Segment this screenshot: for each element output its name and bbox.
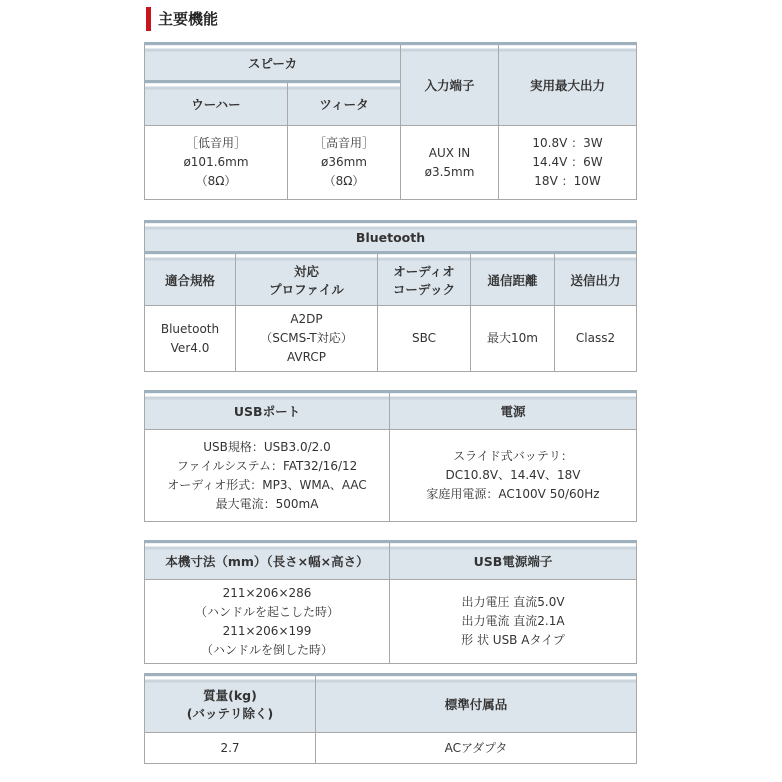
- tx-power-header: 送信出力: [555, 253, 637, 306]
- tweeter-header: ツィータ: [288, 82, 401, 126]
- power-header: 電源: [390, 392, 637, 430]
- woofer-cell: ［低音用］ ø101.6mm （8Ω）: [145, 126, 288, 200]
- weight-table: [144, 673, 637, 764]
- dimension-cell: 211×206×286 （ハンドルを起こした時） 211×206×199 （ハンドルを倒した時）: [145, 580, 390, 664]
- range-cell: 最大10m: [471, 306, 555, 372]
- output-cell: 10.8V ：3W 14.4V ：6W 18V ：10W: [499, 126, 637, 200]
- dimension-table: [144, 540, 637, 664]
- power-cell: スライド式バッテリ： DC10.8V、14.4V、18V 家庭用電源：AC100V 50/60Hz: [390, 430, 637, 522]
- output-header: 実用最大出力: [499, 44, 637, 126]
- tx-power-cell: Class2: [555, 306, 637, 372]
- woofer-header: ウーハー: [145, 82, 288, 126]
- codec-cell: SBC: [378, 306, 471, 372]
- profile-cell: A2DP （SCMS-T対応） AVRCP: [236, 306, 378, 372]
- usb-power-terminal-header: USB電源端子: [390, 542, 637, 580]
- usb-port-cell: USB規格：USB3.0/2.0 ファイルシステム：FAT32/16/12 オーディオ形式：MP3、WMA、AAC 最大電流：500mA: [145, 430, 390, 522]
- tweeter-cell: ［高音用］ ø36mm （8Ω）: [288, 126, 401, 200]
- speaker-header: スピーカ: [145, 44, 401, 82]
- accessory-cell: ACアダプタ: [316, 733, 637, 764]
- input-cell: AUX IN ø3.5mm: [401, 126, 499, 200]
- range-header: 通信距離: [471, 253, 555, 306]
- codec-header: オーディオ コーデック: [378, 253, 471, 306]
- speaker-table: [144, 42, 637, 200]
- standard-header: 適合規格: [145, 253, 236, 306]
- profile-header: 対応 プロファイル: [236, 253, 378, 306]
- input-header: 入力端子: [401, 44, 499, 126]
- usb-power-terminal-cell: 出力電圧 直流5.0V 出力電流 直流2.1A 形 状 USB Aタイプ: [390, 580, 637, 664]
- accessory-header: 標準付属品: [316, 675, 637, 733]
- dimension-header: 本機寸法（mm）（長さ×幅×高さ）: [145, 542, 390, 580]
- weight-header: 質量(kg) (バッテリ除く): [145, 675, 316, 733]
- weight-cell: 2.7: [145, 733, 316, 764]
- bluetooth-header: Bluetooth: [145, 222, 637, 253]
- section-title: 主要機能: [146, 7, 218, 31]
- usb-power-table: [144, 390, 637, 522]
- standard-cell: Bluetooth Ver4.0: [145, 306, 236, 372]
- bluetooth-table: [144, 220, 637, 372]
- usb-port-header: USBポート: [145, 392, 390, 430]
